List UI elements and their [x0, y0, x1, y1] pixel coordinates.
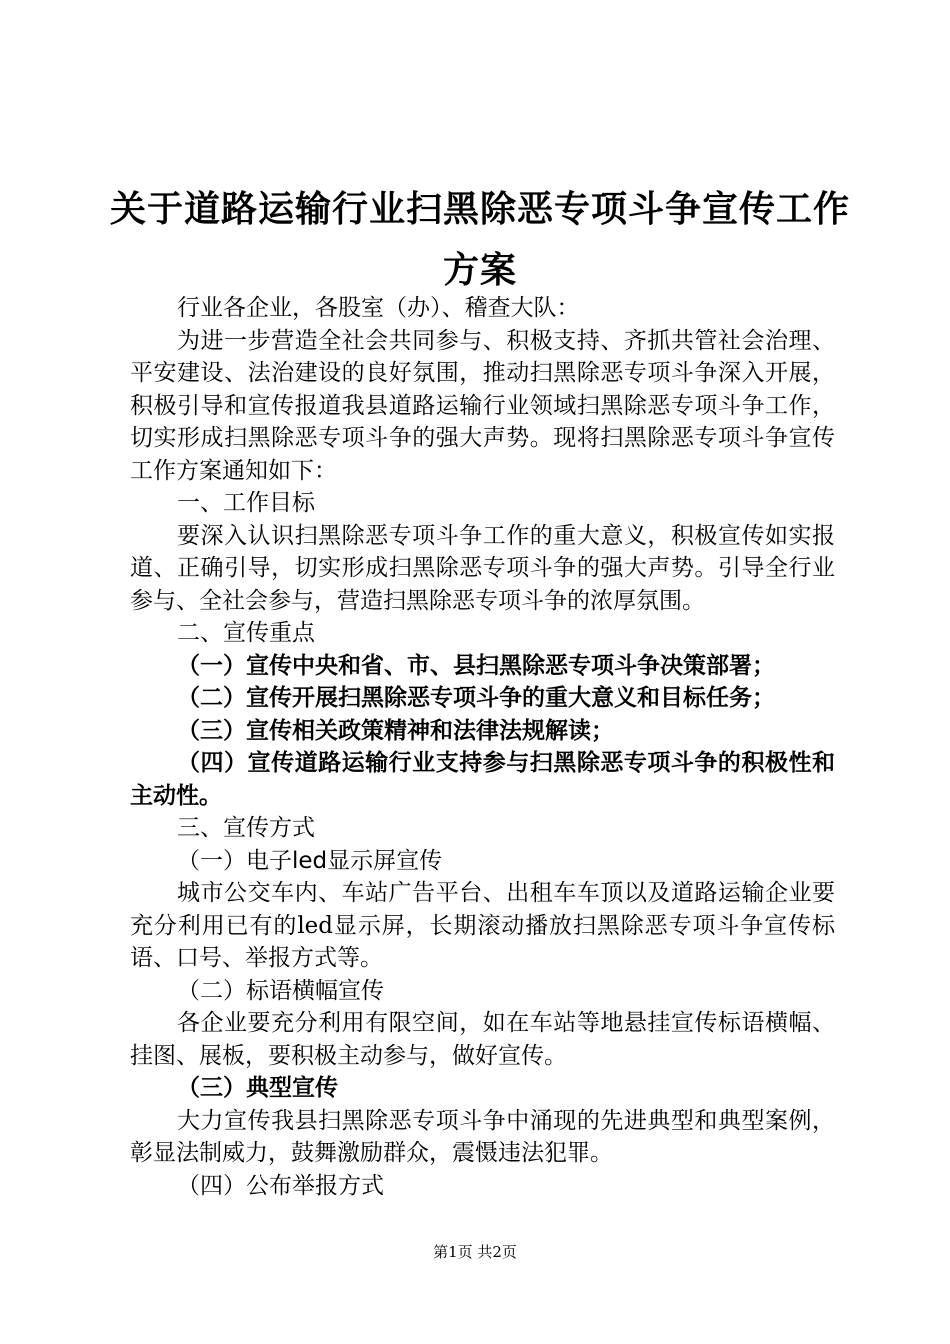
section-heading-goal: 一、工作目标 — [177, 490, 315, 516]
section-body-goal: 要深入认识扫黑除恶专项斗争工作的重大意义，积极宣传如实报道、正确引导，切实形成扫黑除恶专项斗争的强大声势。引导全行业参与、全社会参与，营造扫黑除恶专项斗争的浓厚氛围。 — [130, 522, 835, 614]
section-heading-methods: 三、宣传方式 — [177, 815, 315, 841]
focus-item: （四）宣传道路运输行业支持参与扫黑除恶专项斗争的积极性和主动性。 — [130, 750, 835, 809]
subsection-heading-report: （四）公布举报方式 — [177, 1172, 384, 1199]
subsection-body-banner: 各企业要充分利用有限空间，如在车站等地悬挂宣传标语横幅、挂图、展板，要积极主动参与，做好宣传。 — [130, 1010, 835, 1069]
page-number-footer: 第1页 共2页 — [433, 1243, 517, 1261]
subsection-body-typical: 大力宣传我县扫黑除恶专项斗争中涌现的先进典型和典型案例，彰显法制威力，鼓舞激励群众，震慑违法犯罪。 — [130, 1107, 835, 1166]
intro-paragraph: 为进一步营造全社会共同参与、积极支持、齐抓共管社会治理、平安建设、法治建设的良好氛围，推动扫黑除恶专项斗争深入开展，积极引导和宣传报道我县道路运输行业领域扫黑除恶专项斗争工作，切实形成扫黑除恶专项斗争的强大声势。现将扫黑除恶专项斗争宣传工作方案通知如下： — [130, 327, 835, 484]
subsection-body-led: 城市公交车内、车站广告平台、出租车车顶以及道路运输企业要充分利用已有的led显示屏，长期滚动播放扫黑除恶专项斗争宣传标语、口号、举报方式等。 — [130, 880, 835, 971]
section-heading-focus: 二、宣传重点 — [177, 620, 315, 646]
focus-item: （一）宣传中央和省、市、县扫黑除恶专项斗争决策部署； — [177, 652, 775, 679]
document-title-line-2: 方案 — [442, 250, 517, 291]
salutation: 行业各企业，各股室（办）、稽查大队： — [177, 295, 580, 321]
subsection-heading-banner: （二）标语横幅宣传 — [177, 977, 384, 1004]
document-title-line-1: 关于道路运输行业扫黑除恶专项斗争宣传工作 — [110, 189, 851, 230]
focus-item: （三）宣传相关政策精神和法律法规解读； — [177, 717, 614, 744]
focus-item: （二）宣传开展扫黑除恶专项斗争的重大意义和目标任务； — [177, 685, 775, 711]
subsection-heading-typical: （三）典型宣传 — [177, 1075, 338, 1101]
document-body — [130, 292, 835, 1202]
subsection-heading-led: （一）电子led显示屏宣传 — [177, 847, 443, 874]
